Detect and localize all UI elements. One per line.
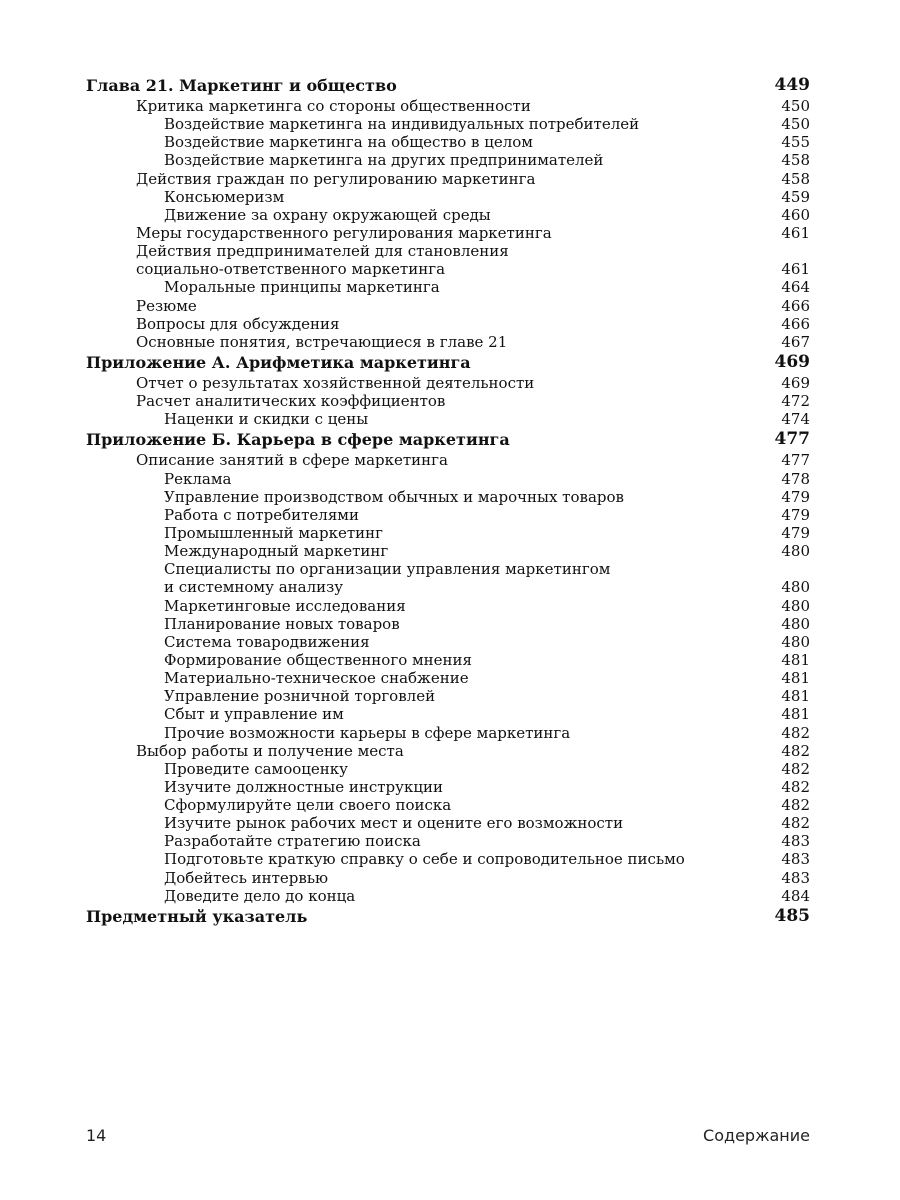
toc-entry-page: 479 bbox=[781, 523, 810, 542]
toc-section-row bbox=[86, 374, 810, 392]
toc-entry-title: Сформулируйте цели своего поиска bbox=[164, 796, 452, 815]
toc-entry-page: 482 bbox=[781, 741, 810, 760]
toc-section-row bbox=[86, 170, 810, 188]
toc-subsection-row bbox=[86, 524, 810, 542]
toc-entry-title: Наценки и скидки с цены bbox=[164, 410, 369, 429]
toc-entry-page: 466 bbox=[781, 296, 810, 315]
toc-entry-page: 478 bbox=[781, 469, 810, 488]
toc-section-row bbox=[86, 333, 810, 351]
toc-entry-page: 464 bbox=[781, 278, 810, 297]
toc-entry-page: 485 bbox=[774, 905, 810, 926]
toc-entry-title: Разработайте стратегию поиска bbox=[164, 832, 421, 851]
toc-entry-title: Добейтесь интервью bbox=[164, 868, 329, 887]
toc-entry-title: Система товародвижения bbox=[164, 632, 370, 651]
toc-entry-title: Выбор работы и получение места bbox=[136, 741, 404, 760]
toc-subsection-row bbox=[86, 760, 810, 778]
toc-entry-title: Планирование новых товаров bbox=[164, 614, 400, 633]
toc-subsection-row bbox=[86, 687, 810, 705]
toc-subsection-row bbox=[86, 115, 810, 133]
footer-section-title: Содержание bbox=[703, 1126, 810, 1145]
toc-entry-title: Формирование общественного мнения bbox=[164, 650, 472, 669]
toc-entry-title: Расчет аналитических коэффициентов bbox=[136, 392, 446, 411]
toc-entry-page: 482 bbox=[781, 777, 810, 796]
toc-subsection-row bbox=[86, 651, 810, 669]
toc-entry-page: 480 bbox=[781, 542, 810, 561]
toc-subsection-row bbox=[86, 869, 810, 887]
toc-subsection-row bbox=[86, 410, 810, 428]
toc-subsection-row bbox=[86, 633, 810, 651]
toc-entry-title: Моральные принципы маркетинга bbox=[164, 278, 440, 297]
toc-entry-title: Маркетинговые исследования bbox=[164, 596, 406, 615]
toc-entry-page: 467 bbox=[781, 332, 810, 351]
toc-chapter-row bbox=[86, 905, 810, 928]
toc-entry-page: 477 bbox=[781, 451, 810, 470]
toc-entry-title: Работа с потребителями bbox=[164, 505, 359, 524]
toc-entry-title: Реклама bbox=[164, 469, 232, 488]
toc-entry-page: 455 bbox=[781, 133, 810, 152]
toc-entry-title: Движение за охрану окружающей среды bbox=[164, 205, 491, 224]
toc-entry-page: 480 bbox=[781, 596, 810, 615]
toc-entry-page: 483 bbox=[781, 832, 810, 851]
toc-entry-title: Воздействие маркетинга на других предпринимателей bbox=[164, 151, 604, 170]
toc-section-row bbox=[86, 260, 810, 278]
toc-entry-title: Специалисты по организации управления маркетингом bbox=[164, 560, 611, 579]
toc-entry-page: 450 bbox=[781, 115, 810, 134]
toc-entry-title: Резюме bbox=[136, 296, 197, 315]
toc-entry-page: 482 bbox=[781, 796, 810, 815]
toc-entry-title: и системному анализу bbox=[164, 578, 344, 597]
toc-entry-page: 472 bbox=[781, 392, 810, 411]
toc-entry-title: Изучите рынок рабочих мест и оцените его возможности bbox=[164, 814, 624, 833]
toc-section-row bbox=[86, 451, 810, 469]
toc-subsection-row bbox=[86, 278, 810, 296]
toc-entry-page: 482 bbox=[781, 759, 810, 778]
toc-entry-page: 483 bbox=[781, 868, 810, 887]
toc-entry-page: 480 bbox=[781, 614, 810, 633]
toc-entry-page: 458 bbox=[781, 151, 810, 170]
toc-section-row bbox=[86, 315, 810, 333]
toc-subsection-row bbox=[86, 850, 810, 868]
toc-subsection-row bbox=[86, 542, 810, 560]
toc-subsection-row bbox=[86, 796, 810, 814]
toc-subsection-row bbox=[86, 560, 810, 578]
toc-entry-title: Проведите самооценку bbox=[164, 759, 349, 778]
toc-entry-title: Основные понятия, встречающиеся в главе 21 bbox=[136, 332, 508, 351]
toc-entry-title: Приложение А. Арифметика маркетинга bbox=[86, 352, 471, 372]
toc-entry-page: 482 bbox=[781, 723, 810, 742]
toc-entry-title: Вопросы для обсуждения bbox=[136, 314, 340, 333]
toc-entry-page: 477 bbox=[774, 429, 810, 450]
toc-entry-page: 479 bbox=[781, 487, 810, 506]
toc-subsection-row bbox=[86, 578, 810, 596]
toc-entry-title: Предметный указатель bbox=[86, 906, 308, 926]
toc-entry-title: Отчет о результатах хозяйственной деятельности bbox=[136, 373, 535, 392]
toc-entry-title: Международный маркетинг bbox=[164, 542, 389, 561]
toc-subsection-row bbox=[86, 151, 810, 169]
toc-entry-page: 459 bbox=[781, 187, 810, 206]
toc-subsection-row bbox=[86, 188, 810, 206]
toc-entry-title: Изучите должностные инструкции bbox=[164, 777, 443, 796]
toc-entry-page: 450 bbox=[781, 97, 810, 115]
table-of-contents bbox=[86, 74, 810, 928]
toc-entry-title: Глава 21. Маркетинг и общество bbox=[86, 76, 397, 95]
toc-entry-page: 460 bbox=[781, 205, 810, 224]
toc-subsection-row bbox=[86, 615, 810, 633]
toc-entry-page: 461 bbox=[781, 223, 810, 242]
toc-entry-page: 481 bbox=[781, 687, 810, 706]
toc-entry-title: Управление розничной торговлей bbox=[164, 687, 436, 706]
toc-chapter-row bbox=[86, 428, 810, 451]
toc-subsection-row bbox=[86, 705, 810, 723]
toc-entry-title: социально-ответственного маркетинга bbox=[136, 260, 446, 279]
toc-entry-page: 466 bbox=[781, 314, 810, 333]
toc-entry-page: 474 bbox=[781, 410, 810, 429]
toc-subsection-row bbox=[86, 669, 810, 687]
toc-section-row bbox=[86, 224, 810, 242]
toc-entry-title: Воздействие маркетинга на индивидуальных потребителей bbox=[164, 115, 640, 134]
toc-entry-title: Управление производством обычных и марочных товаров bbox=[164, 487, 624, 506]
toc-entry-page: 461 bbox=[781, 260, 810, 279]
toc-entry-title: Консьюмеризм bbox=[164, 187, 285, 206]
toc-entry-title: Действия предпринимателей для становления bbox=[136, 242, 509, 261]
toc-subsection-row bbox=[86, 488, 810, 506]
toc-entry-title: Критика маркетинга со стороны общественности bbox=[136, 97, 531, 115]
toc-subsection-row bbox=[86, 470, 810, 488]
toc-entry-page: 481 bbox=[781, 650, 810, 669]
toc-entry-page: 469 bbox=[781, 373, 810, 392]
toc-entry-page: 481 bbox=[781, 669, 810, 688]
toc-entry-page: 479 bbox=[781, 505, 810, 524]
toc-entry-title: Промышленный маркетинг bbox=[164, 523, 383, 542]
toc-entry-title: Приложение Б. Карьера в сфере маркетинга bbox=[86, 430, 510, 450]
toc-entry-page: 449 bbox=[774, 75, 810, 95]
page-footer bbox=[86, 1126, 810, 1148]
toc-subsection-row bbox=[86, 724, 810, 742]
footer-page-number: 14 bbox=[86, 1126, 107, 1145]
toc-entry-title: Сбыт и управление им bbox=[164, 705, 344, 724]
toc-entry-title: Материально-техническое снабжение bbox=[164, 669, 469, 688]
toc-entry-title: Меры государственного регулирования маркетинга bbox=[136, 223, 552, 242]
toc-entry-page: 482 bbox=[781, 814, 810, 833]
toc-section-row bbox=[86, 97, 810, 115]
toc-chapter-row bbox=[86, 351, 810, 374]
toc-subsection-row bbox=[86, 597, 810, 615]
toc-section-row bbox=[86, 242, 810, 260]
toc-subsection-row bbox=[86, 778, 810, 796]
toc-section-row bbox=[86, 297, 810, 315]
toc-entry-page: 480 bbox=[781, 578, 810, 597]
toc-entry-title: Воздействие маркетинга на общество в целом bbox=[164, 133, 533, 152]
toc-chapter-row bbox=[86, 74, 810, 97]
toc-entry-title: Описание занятий в сфере маркетинга bbox=[136, 451, 448, 470]
toc-entry-title: Подготовьте краткую справку о себе и сопроводительное письмо bbox=[164, 850, 685, 869]
toc-subsection-row bbox=[86, 206, 810, 224]
toc-entry-page: 480 bbox=[781, 632, 810, 651]
toc-section-row bbox=[86, 392, 810, 410]
toc-subsection-row bbox=[86, 506, 810, 524]
toc-entry-page: 458 bbox=[781, 169, 810, 188]
toc-section-row bbox=[86, 742, 810, 760]
toc-entry-page: 484 bbox=[781, 886, 810, 905]
toc-entry-page: 483 bbox=[781, 850, 810, 869]
toc-entry-title: Действия граждан по регулированию маркетинга bbox=[136, 169, 536, 188]
toc-entry-page: 469 bbox=[774, 351, 810, 372]
toc-subsection-row bbox=[86, 814, 810, 832]
toc-entry-title: Доведите дело до конца bbox=[164, 886, 356, 905]
toc-subsection-row bbox=[86, 887, 810, 905]
toc-subsection-row bbox=[86, 133, 810, 151]
toc-entry-title: Прочие возможности карьеры в сфере маркетинга bbox=[164, 723, 571, 742]
toc-entry-page: 481 bbox=[781, 705, 810, 724]
toc-subsection-row bbox=[86, 832, 810, 850]
